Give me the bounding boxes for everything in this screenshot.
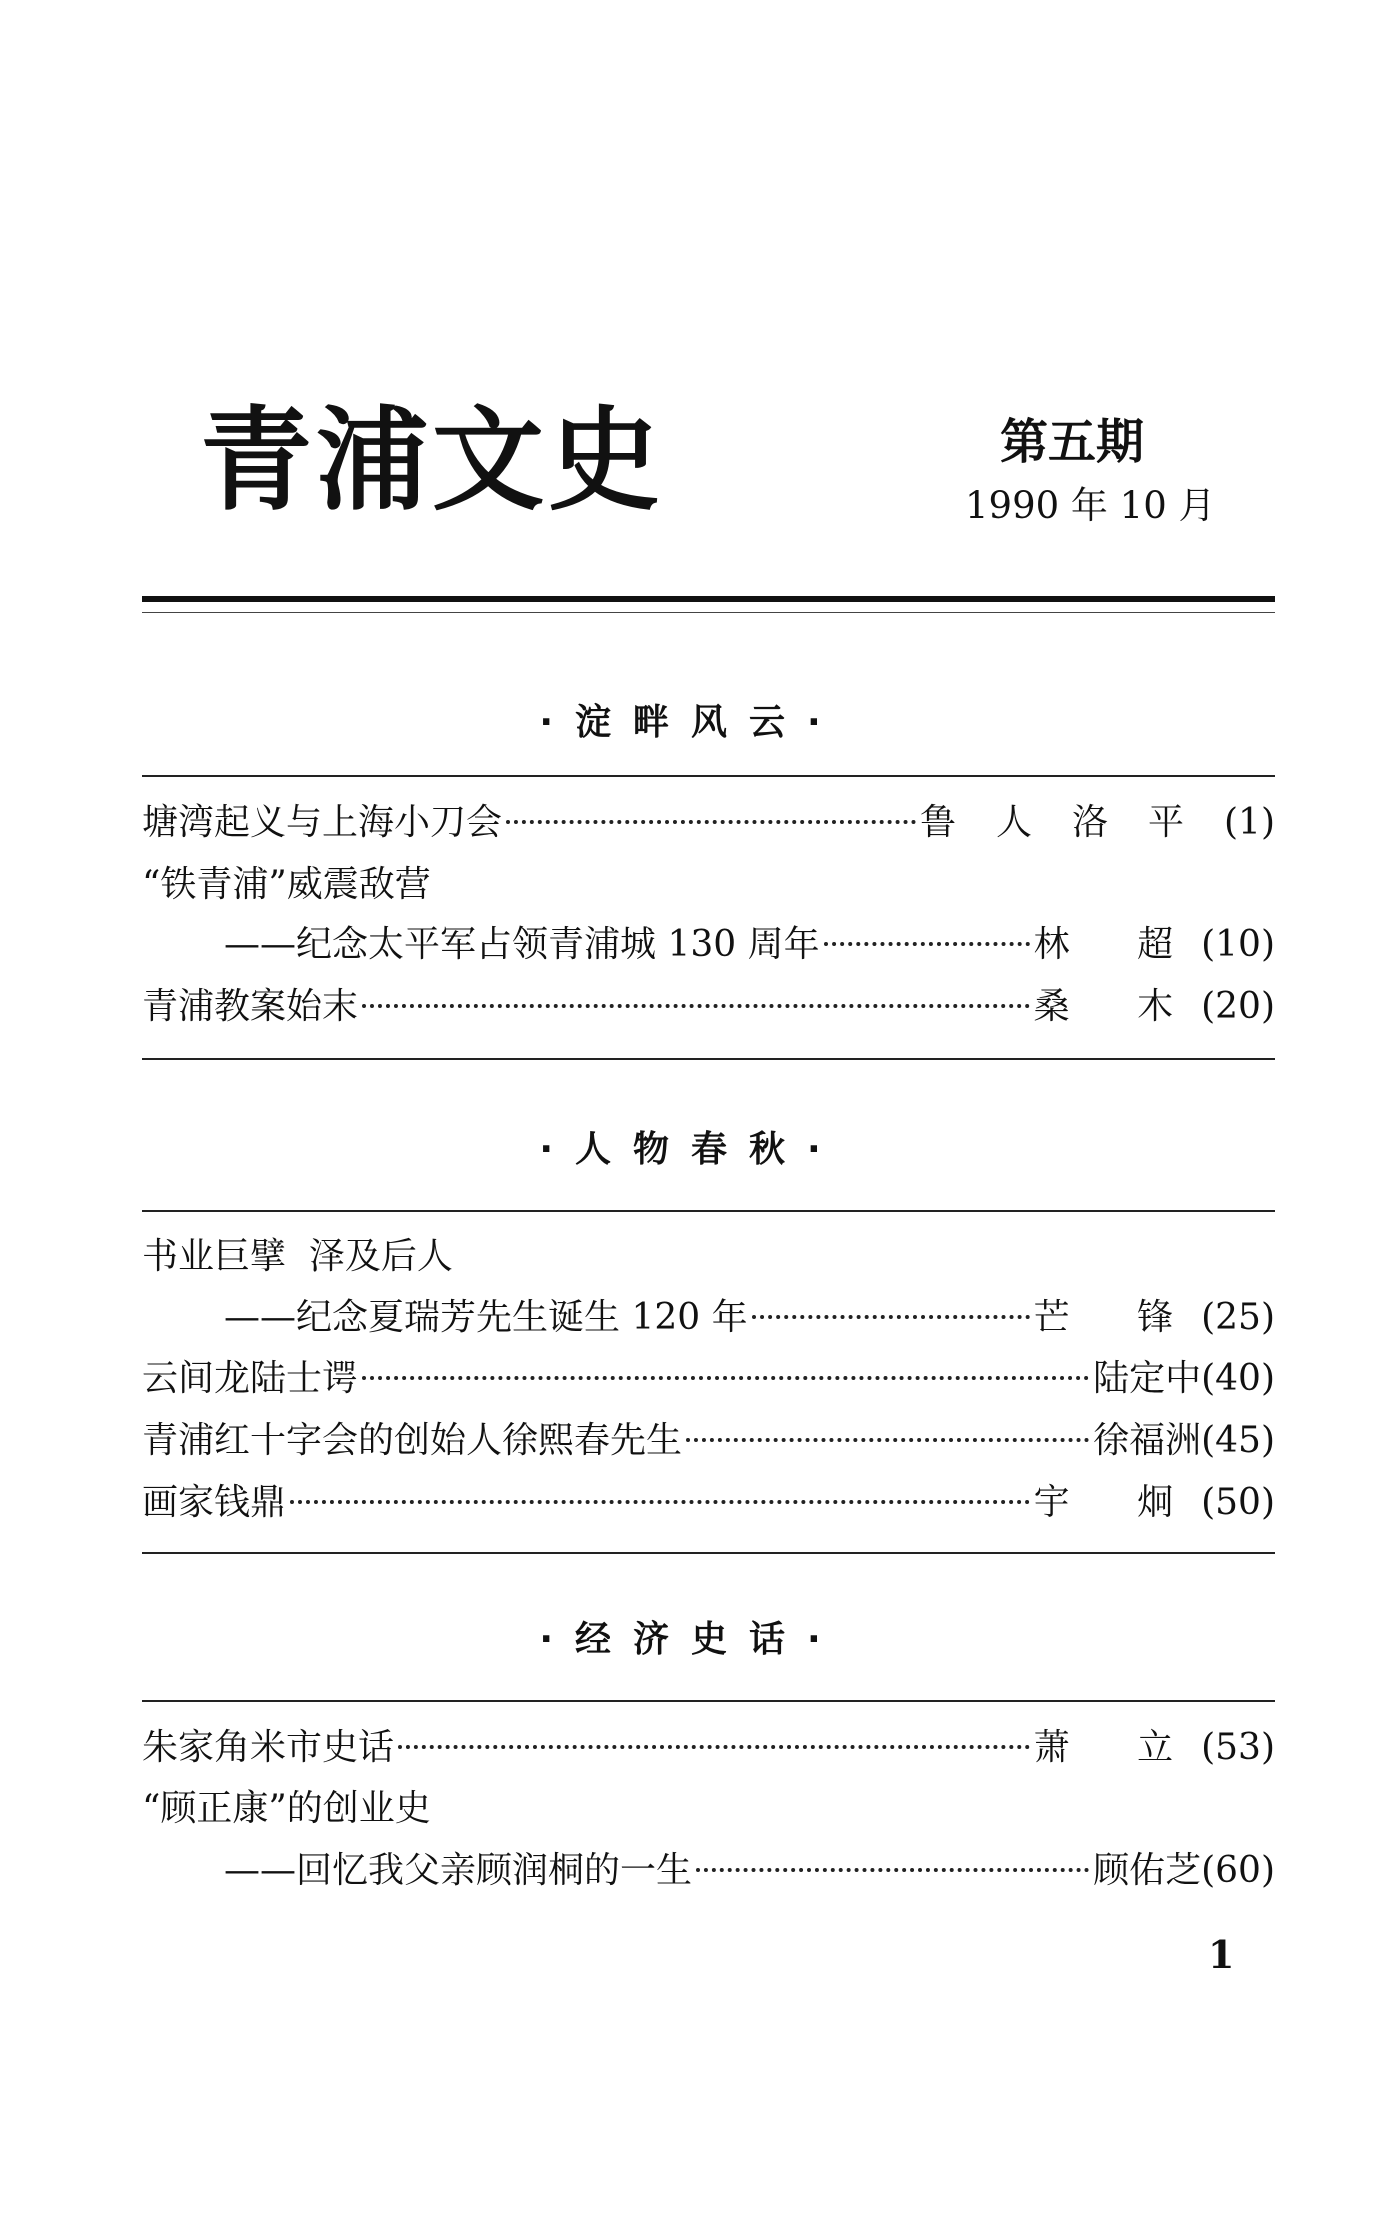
toc-entry-page: (1)	[1224, 802, 1275, 843]
toc-leader	[686, 1438, 1089, 1442]
toc-entry	[142, 922, 1275, 968]
masthead-rule-thick	[142, 596, 1275, 602]
toc-entry	[142, 1786, 1275, 1832]
toc-entry-author: 徐福洲	[1093, 1420, 1202, 1461]
toc-entry-author: 桑 木	[1033, 986, 1202, 1027]
section-1-bottom-rule	[142, 1058, 1275, 1060]
toc-leader	[398, 1745, 1030, 1749]
toc-entry-author: 宇 炯	[1033, 1482, 1202, 1523]
toc-entry-title: ——纪念太平军占领青浦城 130 周年	[224, 924, 820, 965]
issue-date: 1990 年 10 月	[965, 484, 1216, 527]
toc-entry-author: 顾佑芝	[1093, 1850, 1202, 1891]
toc-entry	[142, 1848, 1275, 1894]
toc-leader	[752, 1315, 1030, 1319]
toc-entry-author: 林 超	[1033, 924, 1202, 965]
toc-entry-title: 塘湾起义与上海小刀会	[142, 802, 503, 843]
section-heading-1: ·淀畔风云·	[539, 702, 843, 743]
section-3-top-rule	[142, 1700, 1275, 1702]
toc-entry-page: (10)	[1201, 924, 1275, 965]
toc-entry-author: 鲁人洛平	[919, 802, 1224, 843]
toc-leader	[696, 1868, 1089, 1872]
toc-entry-author: 陆定中	[1093, 1358, 1202, 1399]
toc-entry	[142, 1234, 1275, 1280]
toc-leader	[506, 820, 916, 824]
toc-entry	[142, 1356, 1275, 1402]
masthead-rule-thin	[142, 612, 1275, 613]
toc-entry-page: (60)	[1201, 1850, 1275, 1891]
toc-entry-page: (50)	[1201, 1482, 1275, 1523]
toc-entry-author: 芒 锋	[1033, 1297, 1202, 1338]
toc-leader	[824, 942, 1030, 946]
toc-entry-title: 青浦红十字会的创始人徐熙春先生	[142, 1420, 683, 1461]
toc-entry-title: 青浦教案始末	[142, 986, 359, 1027]
toc-entry	[142, 1295, 1275, 1341]
toc-entry	[142, 800, 1275, 846]
issue-number: 第五期	[1000, 414, 1145, 470]
toc-entry	[142, 984, 1275, 1030]
toc-entry-page: (53)	[1201, 1727, 1275, 1768]
toc-entry-title: ——回忆我父亲顾润桐的一生	[224, 1850, 693, 1891]
toc-entry-page: (45)	[1201, 1420, 1275, 1461]
toc-entry-title: 书业巨擘 泽及后人	[142, 1236, 453, 1277]
section-2-bottom-rule	[142, 1552, 1275, 1554]
toc-entry-title: 画家钱鼎	[142, 1482, 287, 1523]
toc-entry-title: 云间龙陆士谔	[142, 1358, 359, 1399]
toc-entry-page: (40)	[1201, 1358, 1275, 1399]
journal-title: 青浦文史	[200, 395, 664, 526]
toc-entry-title: “顾正康”的创业史	[142, 1788, 431, 1829]
toc-entry	[142, 1725, 1275, 1771]
toc-entry-page: (20)	[1201, 986, 1275, 1027]
toc-entry-title: 朱家角米市史话	[142, 1727, 395, 1768]
section-2-top-rule	[142, 1210, 1275, 1212]
toc-entry-page: (25)	[1201, 1297, 1275, 1338]
section-heading-3: ·经济史话·	[539, 1619, 843, 1660]
toc-entry-author: 萧 立	[1033, 1727, 1202, 1768]
page-number: 1	[1208, 1932, 1235, 1977]
toc-leader	[362, 1376, 1089, 1380]
section-1-top-rule	[142, 775, 1275, 777]
section-heading-2: ·人物春秋·	[539, 1129, 843, 1170]
toc-entry	[142, 862, 1275, 908]
toc-entry	[142, 1480, 1275, 1526]
toc-leader	[362, 1004, 1030, 1008]
toc-entry	[142, 1418, 1275, 1464]
toc-entry-title: “铁青浦”威震敌营	[142, 864, 431, 905]
toc-leader	[290, 1500, 1030, 1504]
toc-entry-title: ——纪念夏瑞芳先生诞生 120 年	[224, 1297, 748, 1338]
